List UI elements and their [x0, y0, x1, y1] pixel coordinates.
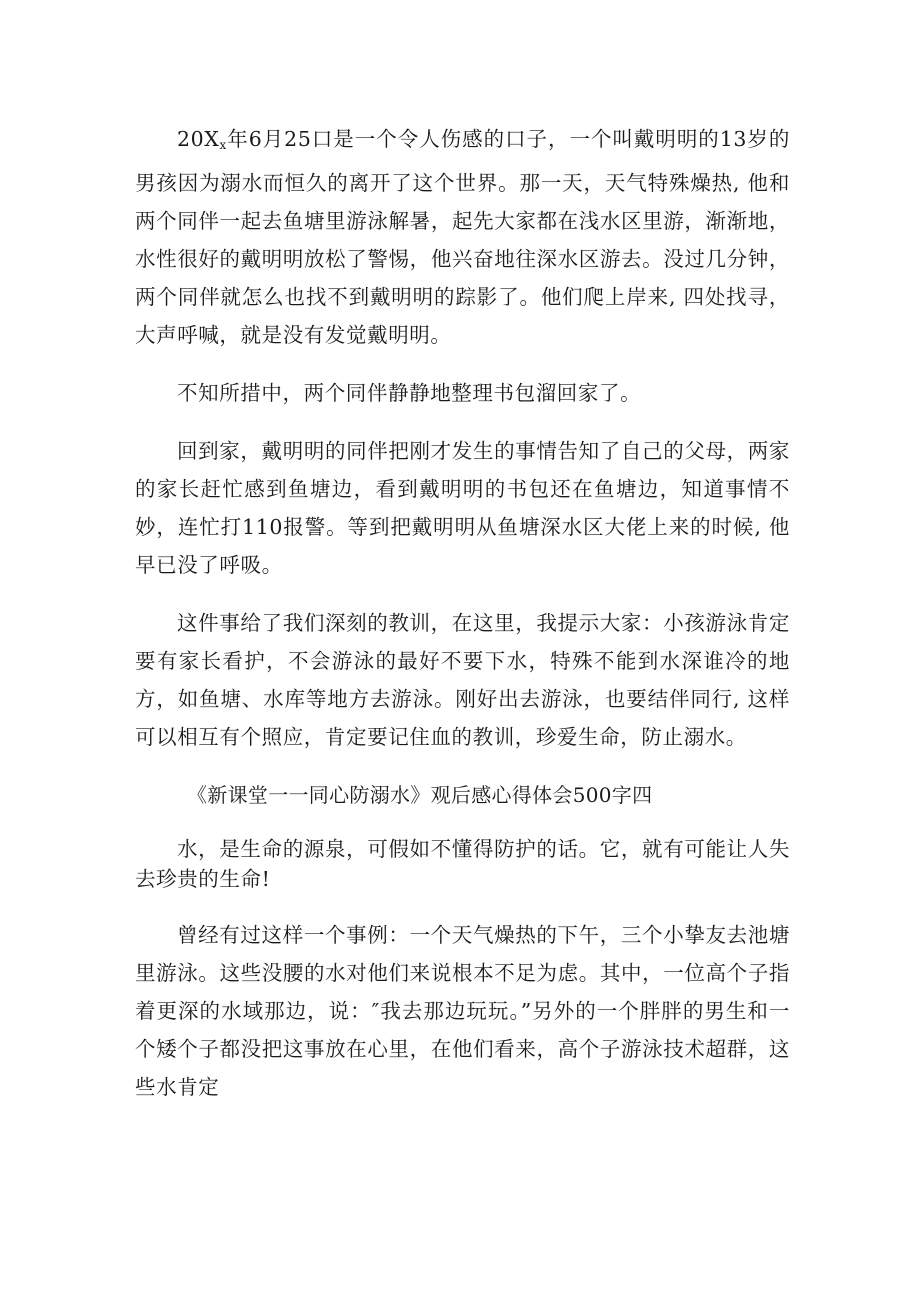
section-heading: 《新课堂一一同心防溺水》观后感心得体会500字四 [187, 783, 653, 807]
document-body [135, 120, 790, 1126]
paragraph-1-text: 年6月25口是一个令人伤感的口子，一个叫戴明明的13岁的男孩因为溺水而恒久的离开了这个世界。那一天，天气特殊燥热, 他和两个同伴一起去鱼塘里游泳解暑，起先大家都在浅水区里游，渐渐地，水性很好的戴明明放松了警惕，他兴奋地往深水区游去。没过几分钟，两个同伴就怎么也找不到戴明明的踪影了。他们爬上岸来, 四处找寻，大声呼喊，就是没有发觉戴明明。 [135, 127, 790, 347]
paragraph-1-year-subscript: x [219, 138, 227, 152]
paragraph-1-year: 20X [177, 127, 220, 151]
paragraph-2: 不知所措中，两个同伴静静地整理书包溜回家了。 [177, 381, 642, 405]
paragraph-6: 曾经有过这样一个事例：一个天气燥热的下午，三个小挚友去池塘里游泳。这些没腰的水对他们来说根本不足为虑。其中，一位高个子指着更深的水域那边，说：″我去那边玩玩。”另外的一个胖胖的男生和一个矮个子都没把这事放在心里，在他们看来，高个子游泳技术超群，这些水肯定 [135, 923, 790, 1099]
paragraph-4: 这件事给了我们深刻的教训，在这里，我提示大家：小孩游泳肯定要有家长看护，不会游泳的最好不要下水，特殊不能到水深谁冷的地方，如鱼塘、水库等地方去游泳。刚好出去游泳，也要结伴同行, 这样可以相互有个照应，肯定要记住血的教训，珍爱生命，防止溺水。 [135, 611, 790, 749]
paragraph-1 [135, 120, 790, 354]
paragraph-5: 水，是生命的源泉，可假如不懂得防护的话。它，就有可能让人失去珍贵的生命! [135, 837, 790, 891]
paragraph-3: 回到家，戴明明的同伴把刚才发生的事情告知了自己的父母，两家的家长赶忙感到鱼塘边，看到戴明明的书包还在鱼塘边，知道事情不妙，连忙打110报警。等到把戴明明从鱼塘深水区大佬上来的时候, 他早已没了呼吸。 [135, 439, 790, 577]
